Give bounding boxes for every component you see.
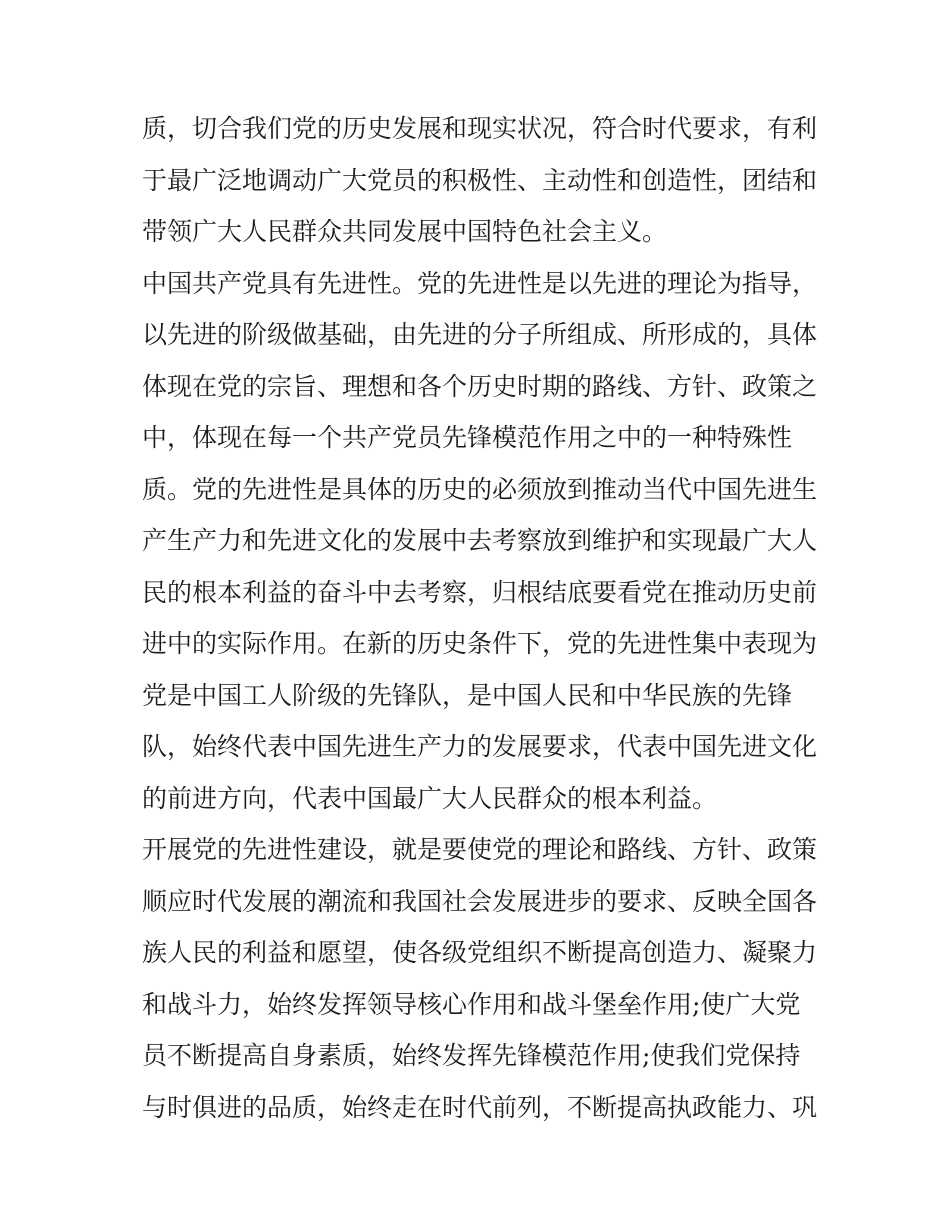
text-line: 以先进的阶级做基础，由先进的分子所组成、所形成的，具体 (142, 320, 818, 349)
text-line: 队，始终代表中国先进生产力的发展要求，代表中国先进文化 (142, 732, 818, 761)
text-line: 进中的实际作用。在新的历史条件下，党的先进性集中表现为 (142, 629, 818, 658)
text-line: 产生产力和先进文化的发展中去考察放到维护和实现最广大人 (142, 526, 818, 555)
text-line: 带领广大人民群众共同发展中国特色社会主义。 (142, 217, 668, 246)
body-text (142, 103, 822, 1133)
text-line: 的前进方向，代表中国最广大人民群众的根本利益。 (142, 783, 718, 813)
text-line: 和战斗力，始终发挥领导核心作用和战斗堡垒作用;使广大党 (142, 989, 801, 1019)
text-line: 与时俱进的品质，始终走在时代前列，不断提高执政能力、巩 (142, 1092, 818, 1122)
text-line: 族人民的利益和愿望，使各级党组织不断提高创造力、凝聚力 (142, 938, 818, 967)
text-line: 质，切合我们党的历史发展和现实状况，符合时代要求，有利 (142, 114, 818, 143)
text-line: 民的根本利益的奋斗中去考察，归根结底要看党在推动历史前 (142, 577, 818, 607)
text-line: 党是中国工人阶级的先锋队，是中国人民和中华民族的先锋 (142, 680, 793, 710)
text-line: 开展党的先进性建设，就是要使党的理论和路线、方针、政策 (142, 835, 818, 864)
text-line: 中，体现在每一个共产党员先锋模范作用之中的一种特殊性 (142, 423, 793, 452)
text-line: 中国共产党具有先进性。党的先进性是以先进的理论为指导， (142, 268, 818, 298)
text-line: 顺应时代发展的潮流和我国社会发展进步的要求、反映全国各 (142, 886, 818, 916)
text-line: 体现在党的宗旨、理想和各个历史时期的路线、方针、政策之 (142, 371, 818, 401)
text-line: 员不断提高自身素质，始终发挥先锋模范作用;使我们党保持 (142, 1041, 801, 1070)
text-line: 于最广泛地调动广大党员的积极性、主动性和创造性，团结和 (142, 165, 818, 195)
text-line: 质。党的先进性是具体的历史的必须放到推动当代中国先进生 (142, 474, 818, 504)
